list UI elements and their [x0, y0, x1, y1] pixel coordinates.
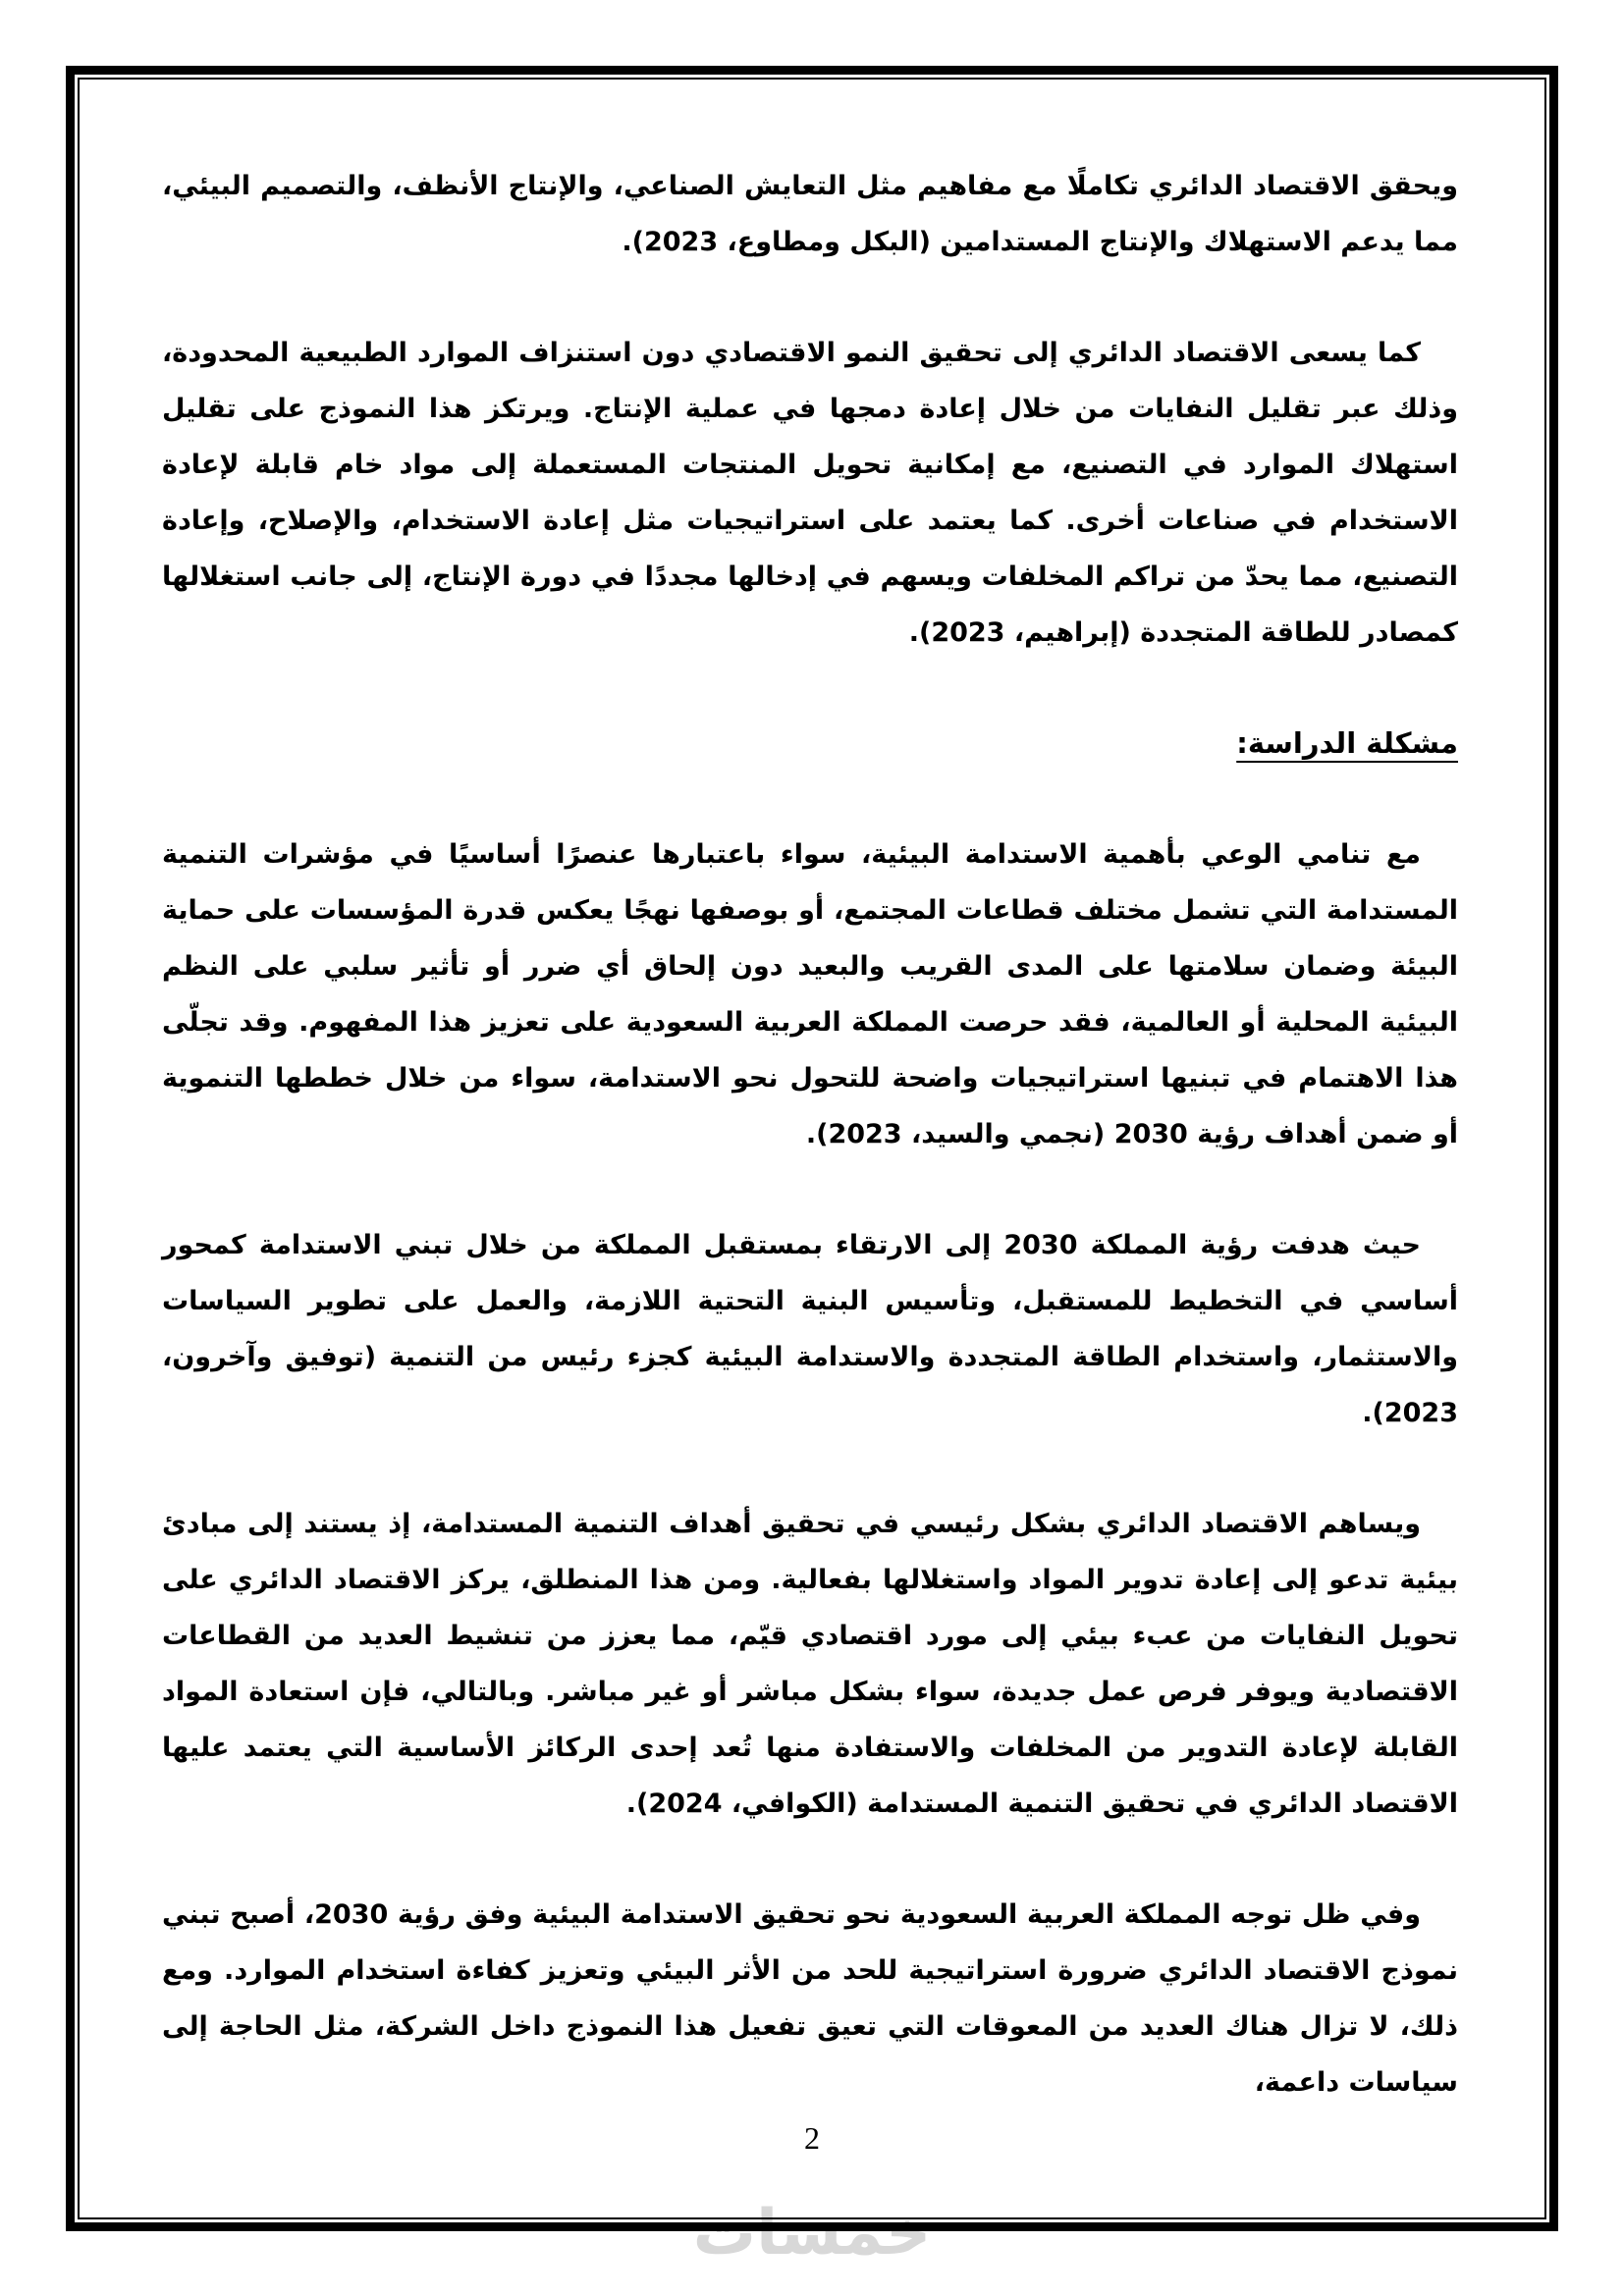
- document-body: [80, 80, 1544, 2217]
- body-paragraph: كما يسعى الاقتصاد الدائري إلى تحقيق النمو الاقتصادي دون استنزاف الموارد الطبيعية المحدودة، وذلك عبر تقليل النفايات من خلال إعادة دمجها في عملية الإنتاج. ويرتكز هذا النموذج على تقليل استهلاك الموارد في التصنيع، مع إمكانية تحويل المنتجات المستعملة إلى مواد خام قابلة لإعادة الاستخدام في صناعات أخرى. كما يعتمد على استراتيجيات مثل إعادة الاستخدام، والإصلاح، وإعادة التصنيع، مما يحدّ من تراكم المخلفات ويسهم في إدخالها مجددًا في دورة الإنتاج، إلى جانب استغلالها كمصادر للطاقة المتجددة (إبراهيم، 2023).: [162, 338, 1458, 648]
- page-border-frame: [66, 66, 1558, 2231]
- page-number: 2: [804, 2120, 820, 2156]
- body-paragraph: حيث هدفت رؤية المملكة 2030 إلى الارتقاء بمستقبل المملكة من خلال تبني الاستدامة كمحور أساسي في التخطيط للمستقبل، وتأسيس البنية التحتية اللازمة، والعمل على تطوير السياسات والاستثمار، واستخدام الطاقة المتجددة والاستدامة البيئية كجزء رئيس من التنمية (توفيق وآخرون، 2023).: [162, 1230, 1458, 1428]
- watermark-text: خمسات: [692, 2197, 932, 2269]
- section-heading-study-problem: مشكلة الدراسة:: [1236, 726, 1458, 760]
- body-paragraph: ويساهم الاقتصاد الدائري بشكل رئيسي في تحقيق أهداف التنمية المستدامة، إذ يستند إلى مبادئ بيئية تدعو إلى إعادة تدوير المواد واستغلالها بفعالية. ومن هذا المنطلق، يركز الاقتصاد الدائري على تحويل النفايات من عبء بيئي إلى مورد اقتصادي قيّم، مما يعزز من تنشيط العديد من القطاعات الاقتصادية ويوفر فرص عمل جديدة، سواء بشكل مباشر أو غير مباشر. وبالتالي، فإن استعادة المواد القابلة لإعادة التدوير من المخلفات والاستفادة منها تُعد إحدى الركائز الأساسية التي يعتمد عليها الاقتصاد الدائري في تحقيق التنمية المستدامة (الكوافي، 2024).: [162, 1509, 1458, 1819]
- body-paragraph: ويحقق الاقتصاد الدائري تكاملًا مع مفاهيم مثل التعايش الصناعي، والإنتاج الأنظف، والتصميم البيئي، مما يدعم الاستهلاك والإنتاج المستدامين (البكل ومطاوع، 2023).: [162, 171, 1458, 257]
- page-border-inner-line: [78, 78, 1546, 2219]
- body-paragraph: وفي ظل توجه المملكة العربية السعودية نحو تحقيق الاستدامة البيئية وفق رؤية 2030، أصبح تبني نموذج الاقتصاد الدائري ضرورة استراتيجية للحد من الأثر البيئي وتعزيز كفاءة استخدام الموارد. ومع ذلك، لا تزال هناك العديد من المعوقات التي تعيق تفعيل هذا النموذج داخل الشركة، مثل الحاجة إلى سياسات داعمة،: [162, 1899, 1458, 2098]
- body-paragraph: مع تنامي الوعي بأهمية الاستدامة البيئية، سواء باعتبارها عنصرًا أساسيًا في مؤشرات التنمية المستدامة التي تشمل مختلف قطاعات المجتمع، أو بوصفها نهجًا يعكس قدرة المؤسسات على حماية البيئة وضمان سلامتها على المدى القريب والبعيد دون إلحاق أي ضرر أو تأثير سلبي على النظم البيئية المحلية أو العالمية، فقد حرصت المملكة العربية السعودية على تعزيز هذا المفهوم. وقد تجلّى هذا الاهتمام في تبنيها استراتيجيات واضحة للتحول نحو الاستدامة، سواء من خلال خططها التنموية أو ضمن أهداف رؤية 2030 (نجمي والسيد، 2023).: [162, 839, 1458, 1149]
